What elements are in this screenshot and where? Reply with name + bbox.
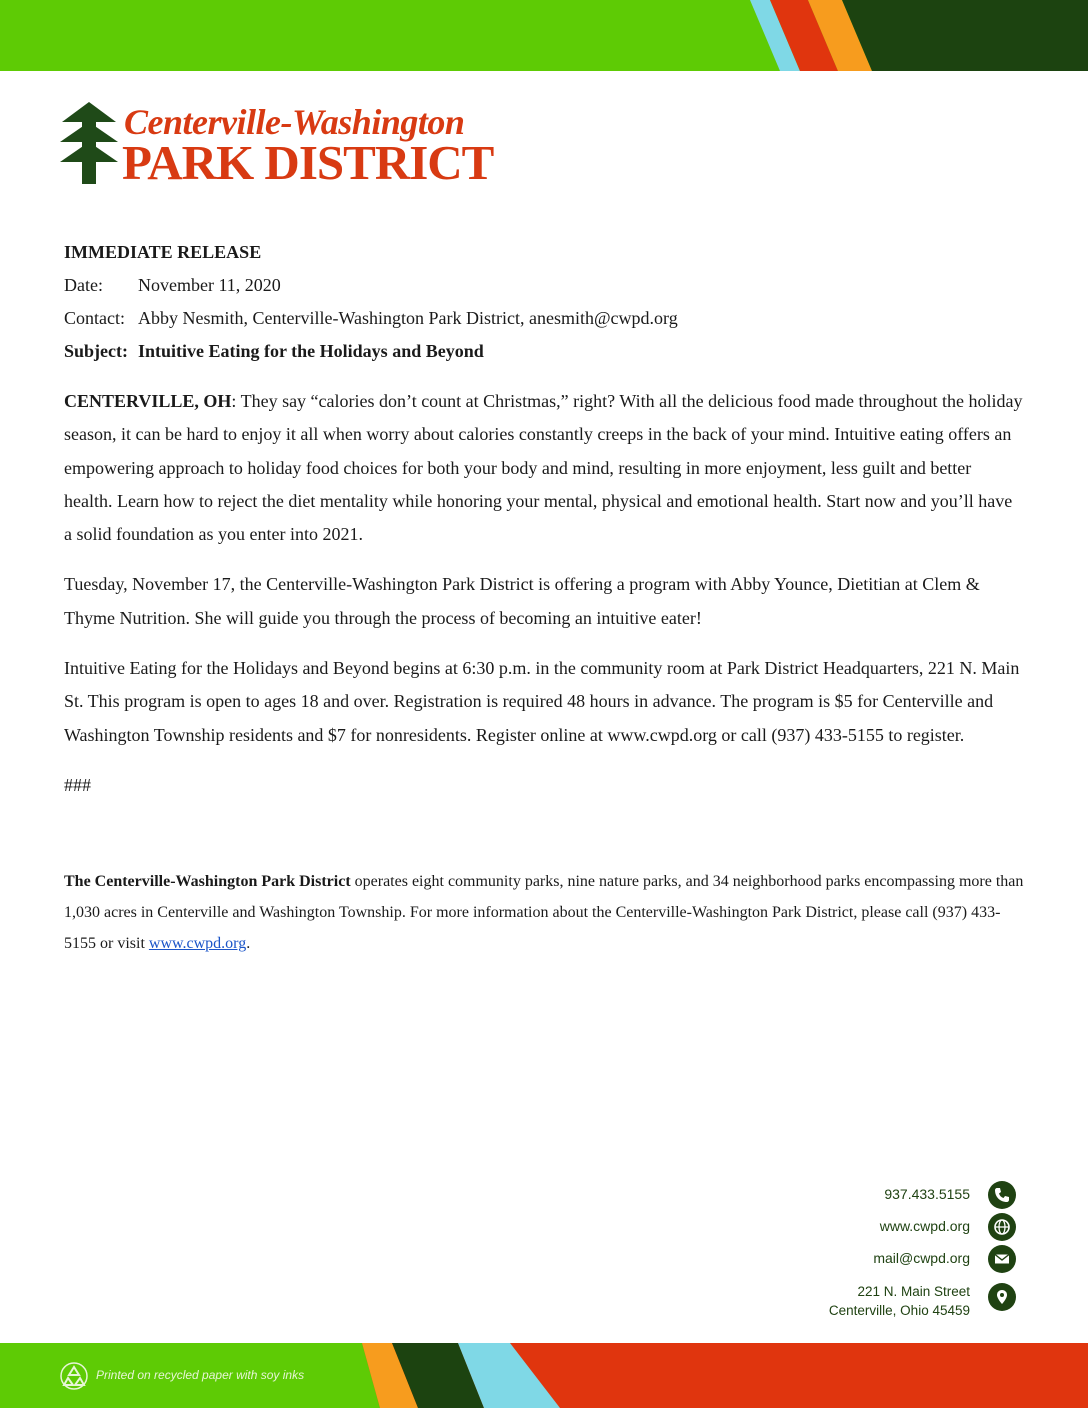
footer-contact-block — [716, 1180, 1016, 1326]
release-heading: IMMEDIATE RELEASE — [64, 242, 262, 262]
phone-icon — [988, 1181, 1016, 1209]
date-row — [64, 269, 1024, 302]
recycled-paper-note: Printed on recycled paper with soy inks — [96, 1368, 305, 1382]
mail-icon — [988, 1245, 1016, 1273]
dateline: CENTERVILLE, OH — [64, 391, 232, 411]
subject-label: Subject: — [64, 341, 128, 361]
subject-value: Intuitive Eating for the Holidays and Beyond — [138, 341, 484, 361]
contact-label: Contact: — [64, 308, 125, 328]
paragraph-intro-text: : They say “calories don’t count at Christmas,” right? With all the delicious food made throughout the holiday season, it can be hard to enjoy it all when worry about calories constantly creeps in the back of your mind. Intuitive eating offers an empowering approach to holiday food choices for both your body and mind, resulting in more enjoyment, less guilt and better health. Learn how to reject the diet mentality while honoring your mental, physical and emotional health. Start now and you’ll have a solid foundation as you enter into 2021. — [64, 391, 1023, 545]
phone-number: 937.433.5155 — [884, 1186, 970, 1202]
end-mark: ### — [64, 774, 91, 795]
website-text: www.cwpd.org — [879, 1218, 970, 1234]
email-text: mail@cwpd.org — [873, 1250, 970, 1266]
website-link[interactable]: www.cwpd.org — [148, 935, 247, 952]
pine-tree-icon — [58, 100, 120, 184]
address-line2: Centerville, Ohio 45459 — [828, 1303, 970, 1318]
boilerplate-org-name: The Centerville-Washington Park District — [64, 873, 351, 890]
phone-row — [716, 1180, 1016, 1212]
logo-name-line2: PARK DISTRICT — [122, 135, 494, 190]
address-line1: 221 N. Main Street — [857, 1284, 970, 1299]
website-row — [716, 1212, 1016, 1244]
logo-name-line1: Centerville-Washington — [124, 102, 465, 142]
top-color-band — [0, 0, 1088, 71]
subject-row — [64, 335, 1024, 368]
email-row — [716, 1244, 1016, 1276]
date-label: Date: — [64, 275, 103, 295]
address-row — [716, 1282, 1016, 1326]
boilerplate-end: . — [246, 935, 251, 952]
globe-icon — [988, 1213, 1016, 1241]
park-district-logo — [58, 100, 528, 190]
press-release-body — [64, 236, 1024, 802]
paragraph-intro — [64, 385, 1024, 551]
paragraph-details: Intuitive Eating for the Holidays and Beyond begins at 6:30 p.m. in the community room at Park District Headquarters, 221 N. Main St. This program is open to ages 18 and over. Registration is required 48 hours in advance. The program is $5 for Centerville and Washington Township residents and $7 for nonresidents. Register online at www.cwpd.org or call (937) 433-5155 to register. — [64, 658, 1020, 745]
recycle-icon — [60, 1362, 88, 1390]
contact-row — [64, 302, 1024, 335]
boilerplate-text: operates eight community parks, nine nature parks, and 34 neighborhood parks encompassing more than 1,030 acres in Centerville and Washington Township. For more information about the Centerville-Washington Park District, please call (937) 433-5155 or visit — [64, 873, 1024, 952]
location-pin-icon — [988, 1283, 1016, 1311]
boilerplate-paragraph — [64, 866, 1024, 959]
contact-value: Abby Nesmith, Centerville-Washington Park District, anesmith@cwpd.org — [138, 308, 678, 328]
date-value: November 11, 2020 — [138, 275, 281, 295]
address-text — [829, 1282, 970, 1320]
paragraph-program: Tuesday, November 17, the Centerville-Washington Park District is offering a program with Abby Younce, Dietitian at Clem & Thyme Nutrition. She will guide you through the process of becoming an intuitive eater! — [64, 574, 980, 628]
